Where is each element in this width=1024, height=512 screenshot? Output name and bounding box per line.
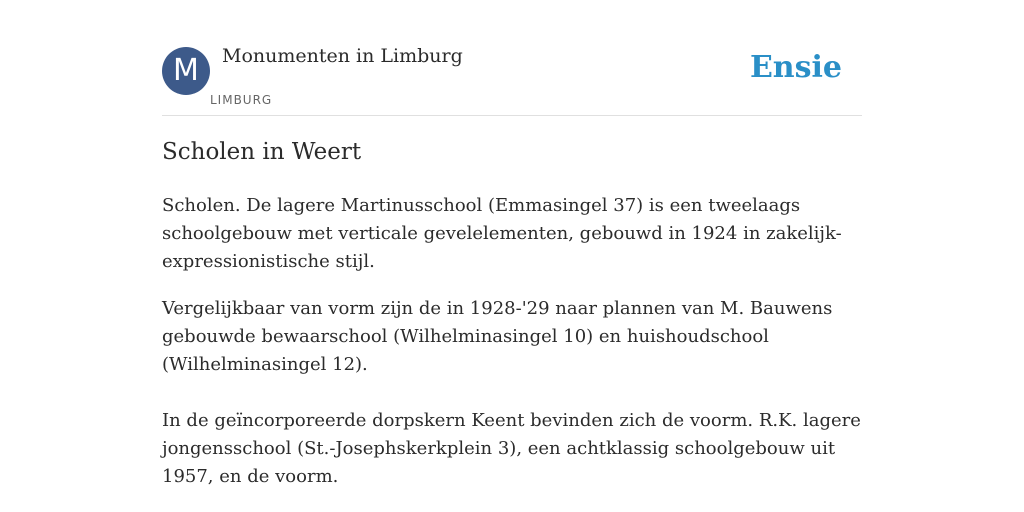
ensie-logo[interactable]: Ensie — [749, 50, 842, 85]
article-paragraph: Vergelijkbaar van vorm zijn de in 1928-'29 naar plannen van M. Bauwens gebouwde bewaarschool (Wilhelminasingel 10) en huishoudschool (Wilhelminasingel 12). — [162, 298, 833, 375]
avatar[interactable]: M — [162, 47, 210, 95]
category-label[interactable]: LIMBURG — [210, 93, 273, 107]
header-divider — [162, 115, 862, 116]
article-paragraph: Scholen. De lagere Martinusschool (Emmasingel 37) is een tweelaags schoolgebouw met verticale gevelelementen, gebouwd in 1924 in zakelijk-expressionistische stijl. — [162, 195, 842, 272]
article-title: Scholen in Weert — [162, 139, 362, 165]
article-paragraph: In de geïncorporeerde dorpskern Keent bevinden zich de voorm. R.K. lagere jongensschool (St.-Josephskerkplein 3), een achtklassig schoolgebouw uit 1957, en de voorm. — [162, 410, 861, 487]
book-title-link[interactable]: Monumenten in Limburg — [222, 45, 463, 67]
